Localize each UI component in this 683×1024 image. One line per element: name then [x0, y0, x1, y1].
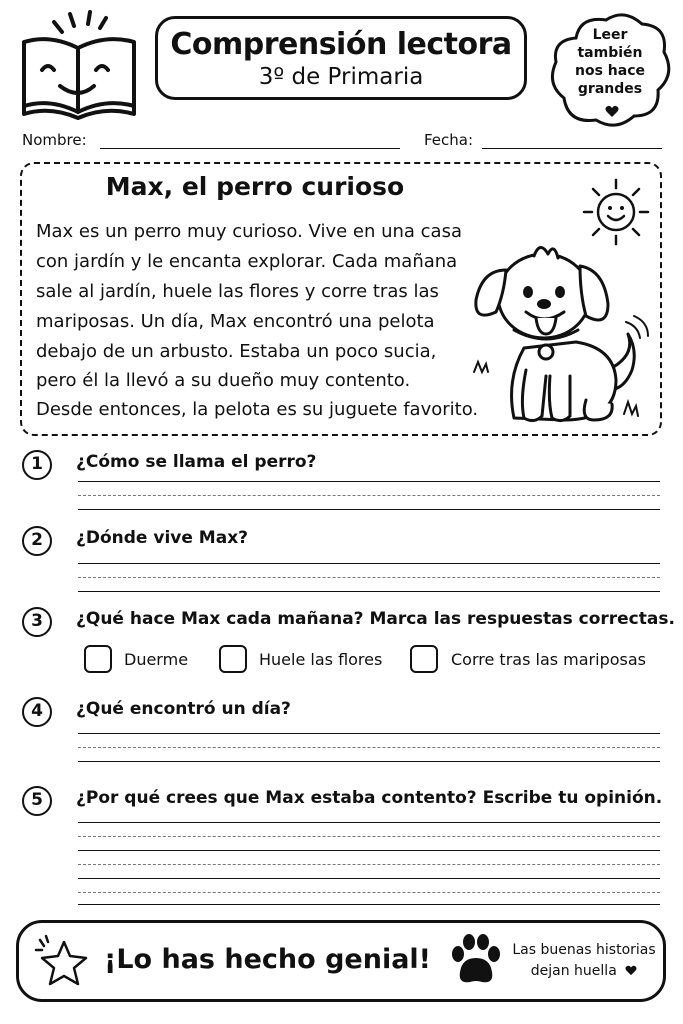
- question-number-4: 4: [22, 697, 52, 727]
- story-line: mariposas. Un día, Max encontró una pelota: [36, 311, 435, 332]
- answer-guide-line: [78, 577, 660, 578]
- checkbox-duerme[interactable]: [84, 645, 112, 673]
- answer-guide-line: [78, 836, 660, 837]
- name-label: Nombre:: [22, 131, 87, 149]
- footer-side-line: Las buenas historias: [512, 942, 656, 958]
- footer-side-line: dejan huella: [530, 963, 617, 979]
- answer-line[interactable]: [78, 591, 660, 592]
- option-label-duerme: Duerme: [124, 650, 189, 669]
- question-text-3: ¿Qué hace Max cada mañana? Marca las respuestas correctas.: [76, 609, 675, 629]
- star-icon: [30, 932, 94, 992]
- name-field[interactable]: [100, 148, 400, 149]
- badge-line: también: [577, 45, 643, 61]
- answer-line[interactable]: [78, 481, 660, 482]
- question-text-4: ¿Qué encontró un día?: [76, 699, 291, 719]
- story-line: Desde entonces, la pelota es su juguete favorito.: [36, 399, 479, 420]
- footer-message: ¡Lo has hecho genial!: [104, 944, 431, 975]
- question-number-2: 2: [22, 526, 52, 556]
- story-line: sale al jardín, huele las flores y corre tras las: [36, 281, 439, 302]
- answer-line[interactable]: [78, 850, 660, 851]
- answer-line[interactable]: [78, 904, 660, 905]
- answer-line[interactable]: [78, 563, 660, 564]
- dog-illustration: [466, 230, 656, 430]
- answer-guide-line: [78, 892, 660, 893]
- question-number-3: 3: [22, 607, 52, 637]
- option-label-corre-mariposas: Corre tras las mariposas: [451, 650, 646, 669]
- date-label: Fecha:: [424, 131, 474, 149]
- cloud-badge-text: [560, 26, 660, 98]
- question-number-1: 1: [22, 450, 52, 480]
- story-line: pero él la llevó a su dueño muy contento.: [36, 370, 411, 391]
- question-text-2: ¿Dónde vive Max?: [76, 528, 249, 548]
- badge-line: grandes: [577, 81, 643, 97]
- question-number-5: 5: [22, 786, 52, 816]
- footer-side-line-2: [504, 961, 664, 982]
- badge-line: nos hace: [575, 63, 645, 79]
- option-label-huele-flores: Huele las flores: [259, 650, 383, 669]
- page-subtitle: 3º de Primaria: [258, 64, 424, 90]
- answer-guide-line: [78, 495, 660, 496]
- heart-icon: [625, 965, 637, 976]
- story-line: Max es un perro muy curioso. Vive en una casa: [36, 221, 462, 242]
- story-line: debajo de un arbusto. Estaba un poco sucia,: [36, 341, 437, 362]
- answer-line[interactable]: [78, 761, 660, 762]
- answer-line[interactable]: [78, 878, 660, 879]
- paw-print-icon: [448, 932, 504, 986]
- answer-guide-line: [78, 864, 660, 865]
- story-line: con jardín y le encanta explorar. Cada mañana: [36, 251, 458, 272]
- question-text-1: ¿Cómo se llama el perro?: [76, 452, 317, 472]
- heart-icon: [605, 105, 619, 118]
- footer-side-text: [504, 940, 664, 982]
- date-field[interactable]: [482, 148, 662, 149]
- answer-line[interactable]: [78, 733, 660, 734]
- question-text-5: ¿Por qué crees que Max estaba contento? Escribe tu opinión.: [76, 788, 663, 808]
- page-title: Comprensión lectora: [170, 27, 512, 62]
- smiling-book-icon: [16, 8, 144, 120]
- checkbox-huele-flores[interactable]: [219, 645, 247, 673]
- answer-line[interactable]: [78, 509, 660, 510]
- checkbox-corre-mariposas[interactable]: [410, 645, 438, 673]
- answer-line[interactable]: [78, 822, 660, 823]
- story-title: Max, el perro curioso: [105, 172, 405, 201]
- badge-line: Leer: [592, 27, 628, 43]
- title-banner: [155, 16, 527, 100]
- answer-guide-line: [78, 747, 660, 748]
